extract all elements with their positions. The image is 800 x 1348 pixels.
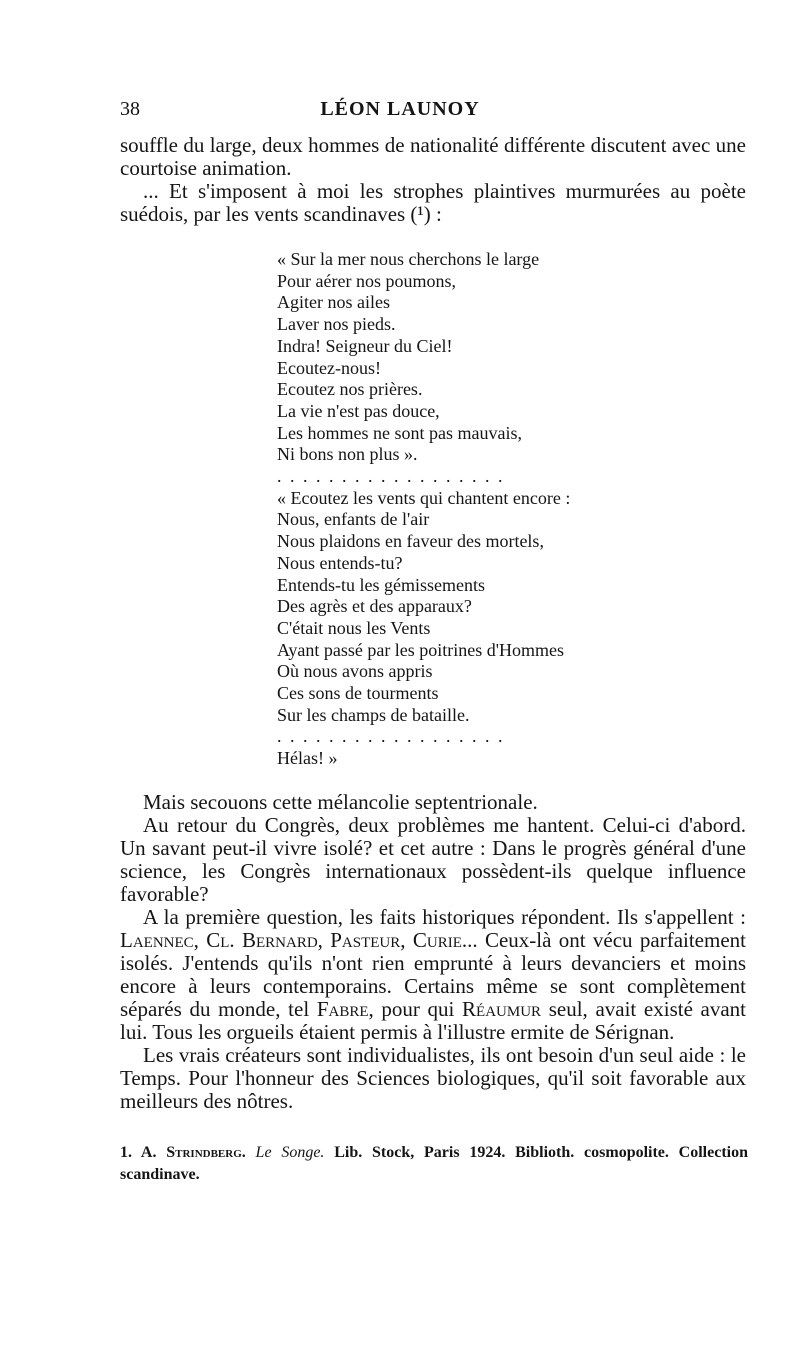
page-number: 38 bbox=[120, 98, 140, 120]
footnote-details: Lib. Stock, Paris 1924. Biblioth. cosmopolite. Collection scandinave. bbox=[120, 1144, 749, 1183]
poem-line: C'était nous les Vents bbox=[277, 617, 431, 638]
poem-line: La vie n'est pas douce, bbox=[277, 400, 440, 421]
poem-line: Agiter nos ailes bbox=[277, 292, 390, 313]
poem-closing-line: Hélas! » bbox=[277, 748, 338, 769]
poem-line: Laver nos pieds. bbox=[277, 314, 396, 335]
intro-paragraph-2: ... Et s'imposent à moi les strophes plaintives murmurées au poète suédois, par les vents scandinaves (¹) : bbox=[120, 179, 746, 226]
poem bbox=[277, 249, 637, 770]
name-curie: Curie bbox=[412, 928, 462, 952]
paragraph-text: seul, avait existé avant lui. Tous les orgueils étaient permis à l'illustre ermite de Sérignan. bbox=[120, 997, 747, 1044]
ellipsis-dots: . . . . . . . . . . . . . . . . . . bbox=[277, 726, 505, 747]
poem-line: Ni bons non plus ». bbox=[277, 444, 418, 465]
footnote-author: Strindberg. bbox=[166, 1144, 246, 1161]
body-paragraph-2: Au retour du Congrès, deux problèmes me hantent. Celui-ci d'abord. Un savant peut-il vivre isolé? et cet autre : Dans le progrès général d'une science, les Congrès internationaux possèdent-ils quelque influence favorable? bbox=[120, 813, 746, 906]
ellipsis-dots: . . . . . . . . . . . . . . . . . . bbox=[277, 466, 505, 487]
footnote bbox=[120, 1142, 748, 1186]
poem-line: Ces sons de tourments bbox=[277, 683, 439, 704]
name-fabre: Fabre bbox=[316, 997, 369, 1021]
poem-line: Nous entends-tu? bbox=[277, 552, 403, 573]
poem-line: « Sur la mer nous cherchons le large bbox=[277, 249, 540, 269]
poem-line: Ecoutez nos prières. bbox=[277, 379, 423, 400]
poem-line: Ecoutez-nous! bbox=[277, 357, 381, 378]
poem-line: Ayant passé par les poitrines d'Hommes bbox=[277, 639, 565, 660]
poem-line: Nous plaidons en faveur des mortels, bbox=[277, 531, 544, 552]
footnote-number: 1. A. bbox=[120, 1144, 157, 1161]
poem-line: Pour aérer nos poumons, bbox=[277, 270, 456, 291]
name-laennec: Laennec bbox=[120, 928, 194, 952]
paragraph-text: A la première question, les faits historiques répondent. Ils s'appellent : bbox=[143, 905, 746, 929]
running-head: LÉON LAUNOY bbox=[320, 98, 480, 120]
body-text bbox=[120, 791, 746, 1113]
footnote-title: Le Songe. bbox=[255, 1144, 325, 1161]
name-reaumur: Réaumur bbox=[462, 997, 542, 1021]
body-paragraph-4: Les vrais créateurs sont individualistes, ils ont besoin d'un seul aide : le Temps. Pour l'honneur des Sciences biologiques, qu'il soit favorable aux meilleurs des nôtres. bbox=[120, 1043, 746, 1113]
poem-line: Nous, enfants de l'air bbox=[277, 509, 430, 530]
poem-line: Indra! Seigneur du Ciel! bbox=[277, 335, 453, 356]
intro-paragraph-1: souffle du large, deux hommes de nationalité différente discutent avec une courtoise animation. bbox=[120, 133, 746, 180]
poem-line: Les hommes ne sont pas mauvais, bbox=[277, 422, 522, 443]
paragraph-text: ... Ceux-là ont vécu parfaitement isolés. J'entends qu'ils n'ont rien emprunté à leurs devanciers et moins encore à leurs contemporains. Certains même se sont complètement séparés du monde, tel bbox=[120, 928, 746, 1021]
poem-line: Entends-tu les gémissements bbox=[277, 574, 485, 595]
name-bernard: Cl. Bernard bbox=[206, 928, 318, 952]
body-paragraph-3: A la première question, les faits historiques répondent. Ils s'appellent : Laennec, Cl. Bernard, Pasteur, Curie... Ceux-là ont vécu parfaitement isolés. J'entends qu'ils n'ont rien emprunté à leurs devanciers et moins encore à leurs contemporains. Certains même se sont complètement séparés du monde, tel Fabre, pour qui Réaumur seul, avait existé avant lui. Tous les orgueils étaient permis à l'illustre ermite de Sérignan. bbox=[120, 905, 747, 1044]
paragraph-text: , pour qui bbox=[368, 997, 455, 1021]
body-paragraph-1: Mais secouons cette mélancolie septentrionale. bbox=[143, 790, 538, 814]
poem-line: Où nous avons appris bbox=[277, 661, 433, 682]
poem-line: Sur les champs de bataille. bbox=[277, 704, 470, 725]
intro-text bbox=[120, 134, 746, 226]
poem-line: « Ecoutez les vents qui chantent encore : bbox=[277, 487, 571, 508]
poem-line: Des agrès et des apparaux? bbox=[277, 596, 472, 617]
name-pasteur: Pasteur bbox=[330, 928, 401, 952]
